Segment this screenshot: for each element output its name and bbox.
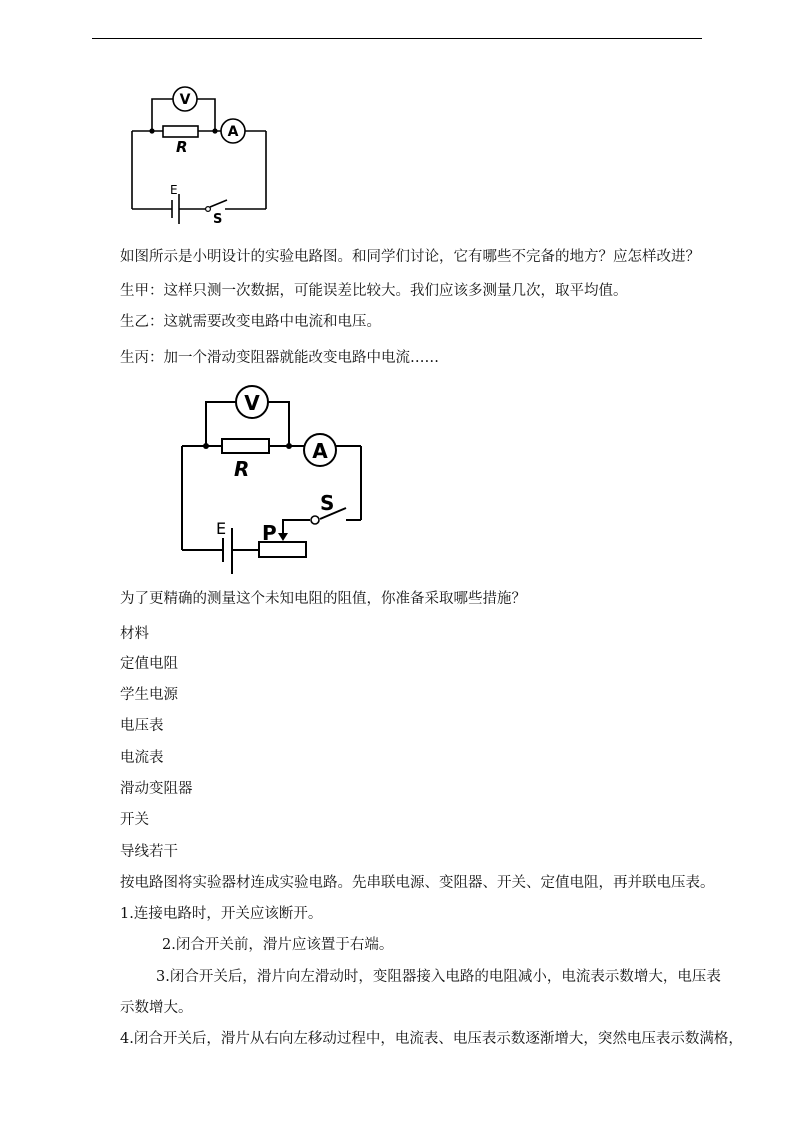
- ammeter-label: A: [312, 439, 328, 463]
- paragraph-intro: 如图所示是小明设计的实验电路图。和同学们讨论，它有哪些不完备的地方？应怎样改进？: [120, 249, 700, 265]
- material-item: 导线若干: [120, 844, 178, 860]
- material-item: 开关: [120, 812, 149, 828]
- switch-label: S: [320, 491, 335, 515]
- procedure-step-3-cont: 示数增大。: [120, 1000, 193, 1016]
- ammeter-1: [221, 119, 245, 143]
- question-text: 为了更精确的测量这个未知电阻的阻值，你准备采取哪些措施？: [120, 591, 526, 607]
- voltmeter-label: V: [244, 391, 260, 415]
- paragraph-student-a: 生甲：这样只测一次数据，可能误差比较大。我们应该多测量几次，取平均值。: [120, 283, 628, 299]
- material-item: 学生电源: [120, 687, 178, 703]
- paragraph-student-c: 生丙：加一个滑动变阻器就能改变电路中电流……: [120, 350, 439, 366]
- procedure-step-3: 3.闭合开关后，滑片向左滑动时，变阻器接入电路的电阻减小，电流表示数增大，电压表: [156, 969, 721, 985]
- materials-heading: 材料: [120, 626, 149, 642]
- ammeter-label: A: [227, 124, 239, 140]
- voltmeter-1: [173, 87, 197, 111]
- circuit-diagram-2: [170, 382, 375, 580]
- ammeter-2: [304, 434, 336, 466]
- material-item: 电流表: [120, 750, 164, 766]
- material-item: 滑动变阻器: [120, 781, 193, 797]
- voltmeter-2: [236, 386, 268, 418]
- voltmeter-label: V: [179, 92, 191, 108]
- switch-label: S: [213, 212, 223, 227]
- resistor-label: R: [176, 138, 188, 156]
- slider-label: P: [262, 521, 277, 545]
- battery-label: E: [170, 183, 178, 197]
- header-rule: [92, 38, 702, 39]
- procedure-step-2: 2.闭合开关前，滑片应该置于右端。: [162, 937, 394, 953]
- procedure-step-1: 1.连接电路时，开关应该断开。: [120, 906, 323, 922]
- paragraph-student-b: 生乙：这就需要改变电路中电流和电压。: [120, 314, 381, 330]
- material-item: 定值电阻: [120, 656, 178, 672]
- procedure-intro: 按电路图将实验器材连成实验电路。先串联电源、变阻器、开关、定值电阻，再并联电压表。: [120, 875, 715, 891]
- procedure-step-4: 4.闭合开关后，滑片从右向左移动过程中，电流表、电压表示数逐渐增大，突然电压表示数满格，: [120, 1031, 743, 1047]
- battery-label: E: [216, 519, 227, 538]
- material-item: 电压表: [120, 718, 164, 734]
- resistor-label: R: [234, 457, 250, 481]
- circuit-diagram-1: [120, 82, 280, 232]
